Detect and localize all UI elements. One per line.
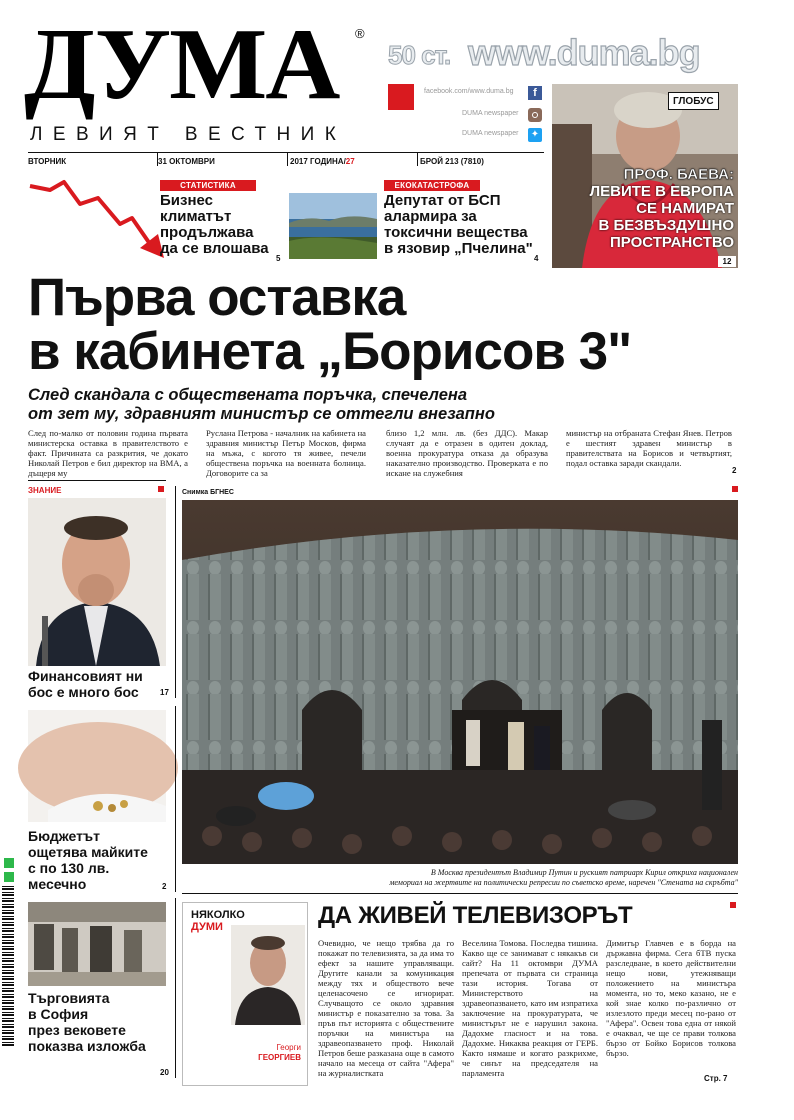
- old-shop-photo: [28, 902, 166, 986]
- lead-subhead-1: След скандала с обществената поръчка, спечелена: [28, 386, 468, 404]
- lead-headline-1[interactable]: Първа оставка: [28, 268, 406, 327]
- photo-caption: [182, 868, 738, 888]
- registered-mark: ®: [355, 26, 365, 41]
- pregnant-belly-photo: [28, 710, 166, 822]
- photo-caption-line-2: мемориал на жертвите на политически репресии по съветско време, наречен "Стената на скръбта": [389, 878, 738, 887]
- barcode-strip: [0, 858, 16, 1088]
- lake-photo: [289, 193, 377, 259]
- sidebar-item-2-line-4: месечно: [28, 876, 87, 892]
- masthead-subtitle: ЛЕВИЯТ ВЕСТНИК: [30, 124, 347, 145]
- instagram-icon[interactable]: [528, 108, 542, 122]
- sidebar-red-marker: [158, 486, 164, 492]
- masthead-red-square: [388, 84, 414, 110]
- sidebar-rule-top: [28, 480, 166, 481]
- eco-line-2: алармира за: [384, 208, 477, 225]
- wall-of-grief-photo: [182, 500, 738, 864]
- column-author-box[interactable]: [182, 902, 308, 1086]
- teaser-eco-headline[interactable]: [384, 193, 544, 257]
- masthead-price: 50 ст.: [388, 40, 451, 70]
- sidebar-item-2-headline[interactable]: [28, 828, 168, 892]
- facebook-icon[interactable]: f: [528, 86, 542, 100]
- globus-logo: ГЛОБУС: [668, 92, 719, 110]
- photo-credit: Снимка БГНЕС: [182, 489, 234, 496]
- sidebar-item-1-headline[interactable]: [28, 668, 168, 700]
- dateline-date: 31 ОКТОМВРИ: [158, 157, 215, 166]
- dateline-rule-top: [28, 152, 544, 153]
- sidebar-item-2-line-1: Бюджетът: [28, 828, 100, 844]
- sidebar-vrule-2: [175, 706, 176, 892]
- column-author-last: ГЕОРГИЕВ: [258, 1053, 301, 1062]
- dateline: [28, 155, 544, 167]
- eco-line-1: Депутат от БСП: [384, 192, 501, 209]
- column-author-first: Георги: [276, 1043, 301, 1052]
- lead-col-4: министър на отбраната Стефан Янев. Петров е шестият здравен министър в правителствата на Борисов и четвъртият, подал оставка заради скандали.: [566, 428, 732, 468]
- column-col-2: Веселина Томова. Последва тишина. Какво ще се занимават с някакъв си сайт? На 11 октомври ДУМА препечата от първата си страница тази история. Тогава от Министерството на здравеопазването, като им изпратиха заключение на прокуратурата, че министърът не е нарушил закона. Дадохме гласност и на това. Дадохме. Никаква реакция от ГЕРБ. Както нямаше и когато разкрихме, че синът на председателя на парламента: [462, 938, 598, 1078]
- lead-headline-2[interactable]: в кабинета „Борисов 3": [28, 322, 632, 381]
- sidebar-item-3-line-2: в София: [28, 1006, 89, 1022]
- social-instagram[interactable]: [424, 108, 544, 122]
- lead-col-3: близо 1,2 млн. лв. (без ДДС). Макар случаят да е отразен в одитен доклад, военна прокуратура отказа да образува наказателно производство. Проверката е по искане на служебния: [386, 428, 548, 478]
- twitter-link[interactable]: DUMA newspaper: [462, 130, 519, 137]
- teaser-stat-chart: [28, 178, 168, 262]
- eco-line-3: токсични вещества: [384, 224, 528, 241]
- masthead-title: ДУМА: [24, 8, 339, 121]
- sidebar-item-1-page: 17: [160, 688, 169, 697]
- globus-line-1: ПРОФ. БАЕВА:: [623, 166, 734, 183]
- sidebar-item-2-page: 2: [162, 882, 167, 891]
- teaser-stat-headline[interactable]: [160, 193, 282, 257]
- column-page: Стр. 7: [704, 1074, 728, 1083]
- sidebar-vrule-1: [175, 486, 176, 698]
- sidebar-item-2-photo[interactable]: [28, 710, 166, 822]
- teaser-eco-photo[interactable]: [289, 193, 377, 259]
- social-twitter[interactable]: [424, 128, 544, 142]
- sidebar-vrule-3: [175, 898, 176, 1078]
- stat-line-2: климатът: [160, 208, 232, 225]
- author-portrait: [231, 925, 305, 1025]
- finance-minister-photo: [28, 498, 166, 666]
- column-red-marker: [730, 902, 736, 908]
- lead-col-2: Руслана Петрова - началник на кабинета на здравния министър Петър Москов, фирма на мъжа, с когото тя живее, печели обществена поръчка на военната болница. Договорите са за: [206, 428, 366, 478]
- globus-line-3: СЕ НАМИРАТ: [636, 200, 734, 217]
- teaser-eco-kicker: ЕКОКАТАСТРОФА: [384, 180, 480, 191]
- facebook-link[interactable]: facebook.com/www.duma.bg: [424, 88, 514, 95]
- column-headline[interactable]: ДА ЖИВЕЙ ТЕЛЕВИЗОРЪТ: [318, 902, 633, 929]
- sidebar-section-label: ЗНАНИЕ: [28, 486, 62, 495]
- lead-col-1: След по-малко от половин година първата министерска оставка в правителството е факт. Причината са разкрития, че докато Николай Петров е бил директор на ВМА, а дъщеря му: [28, 428, 188, 478]
- teaser-stat-kicker: СТАТИСТИКА: [160, 180, 256, 191]
- twitter-icon[interactable]: ✦: [528, 128, 542, 142]
- main-photo[interactable]: [182, 500, 738, 864]
- stat-line-1: Бизнес: [160, 192, 214, 209]
- photo-caption-line-1: В Москва президентът Владимир Путин и руският патриарх Кирил откриха национален: [430, 868, 738, 877]
- lead-subhead-2: от зет му, здравният министър се оттегли внезапно: [28, 405, 495, 423]
- dateline-issue: БРОЙ 213 (7810): [420, 157, 484, 166]
- sidebar-item-1-line-1: Финансовият ни: [28, 668, 143, 684]
- teaser-stat-page: 5: [276, 254, 281, 263]
- photo-red-marker: [732, 486, 738, 492]
- masthead-website: www.duma.bg: [468, 32, 700, 73]
- sidebar-item-2-line-2: ощетява майките: [28, 844, 148, 860]
- lead-page: 2: [732, 466, 737, 475]
- sidebar-item-3-line-3: през вековете: [28, 1022, 126, 1038]
- column-label-1: НЯКОЛКО: [191, 909, 245, 921]
- sidebar-item-3-line-4: показва изложба: [28, 1038, 146, 1054]
- globus-line-5: ПРОСТРАНСТВО: [610, 234, 734, 251]
- sidebar-item-1-line-2: бос е много бос: [28, 684, 139, 700]
- column-rule-top: [182, 893, 738, 894]
- sidebar-item-3-headline[interactable]: [28, 990, 168, 1054]
- teaser-eco-page: 4: [534, 254, 539, 263]
- dateline-day: ВТОРНИК: [28, 157, 67, 166]
- globus-page-number: 12: [718, 256, 736, 267]
- instagram-link[interactable]: DUMA newspaper: [462, 110, 519, 117]
- sidebar-item-3-line-1: Търговията: [28, 990, 110, 1006]
- globus-line-4: В БЕЗВЪЗДУШНО: [598, 217, 734, 234]
- dateline-year: 2017 ГОДИНА/27: [290, 157, 355, 166]
- social-facebook[interactable]: [424, 86, 544, 100]
- sidebar-item-3-page: 20: [160, 1068, 169, 1077]
- eco-line-4: в язовир „Пчелина": [384, 240, 533, 257]
- globus-line-2: ЛЕВИТЕ В ЕВРОПА: [589, 183, 734, 200]
- column-author-photo: [231, 925, 305, 1025]
- stat-line-4: да се влошава: [160, 240, 269, 257]
- column-col-3: Димитър Главчев е в борда на държавна фирма. Сега бТВ пуска разследване, в което действителни нещо нови, утежняващи положението на министъра момента, но то, меко казано, не е кой знае колко по-различно от излезлото преди месец по-рано от "Афера". Освен това една от някой е очаквал, че ще се прави толкова бързо от Бойко Борисов толкова бързо.: [606, 938, 736, 1058]
- sidebar-item-1-photo[interactable]: [28, 498, 166, 666]
- sidebar-item-3-photo[interactable]: [28, 902, 166, 986]
- down-trend-arrow-icon: [28, 178, 168, 262]
- column-label-2: ДУМИ: [191, 921, 223, 933]
- stat-line-3: продължава: [160, 224, 254, 241]
- teaser-globus-headline[interactable]: [552, 166, 738, 251]
- column-col-1: Очевидно, че нещо трябва да го покажат по телевизията, за да има то ефект за нашите управляващи. Другите канали за комуникация между тях и обществото вече целенасочено се игнорират. Случващото се около здравния министър е показателно за това. За пръв път историята с обществените поръчки на министъра на здравеопазването проф. Николай Петров беше разказана още в самото начало на месеца от сайта "Афера" на журналистката: [318, 938, 454, 1078]
- sidebar-item-2-line-3: с по 130 лв.: [28, 860, 110, 876]
